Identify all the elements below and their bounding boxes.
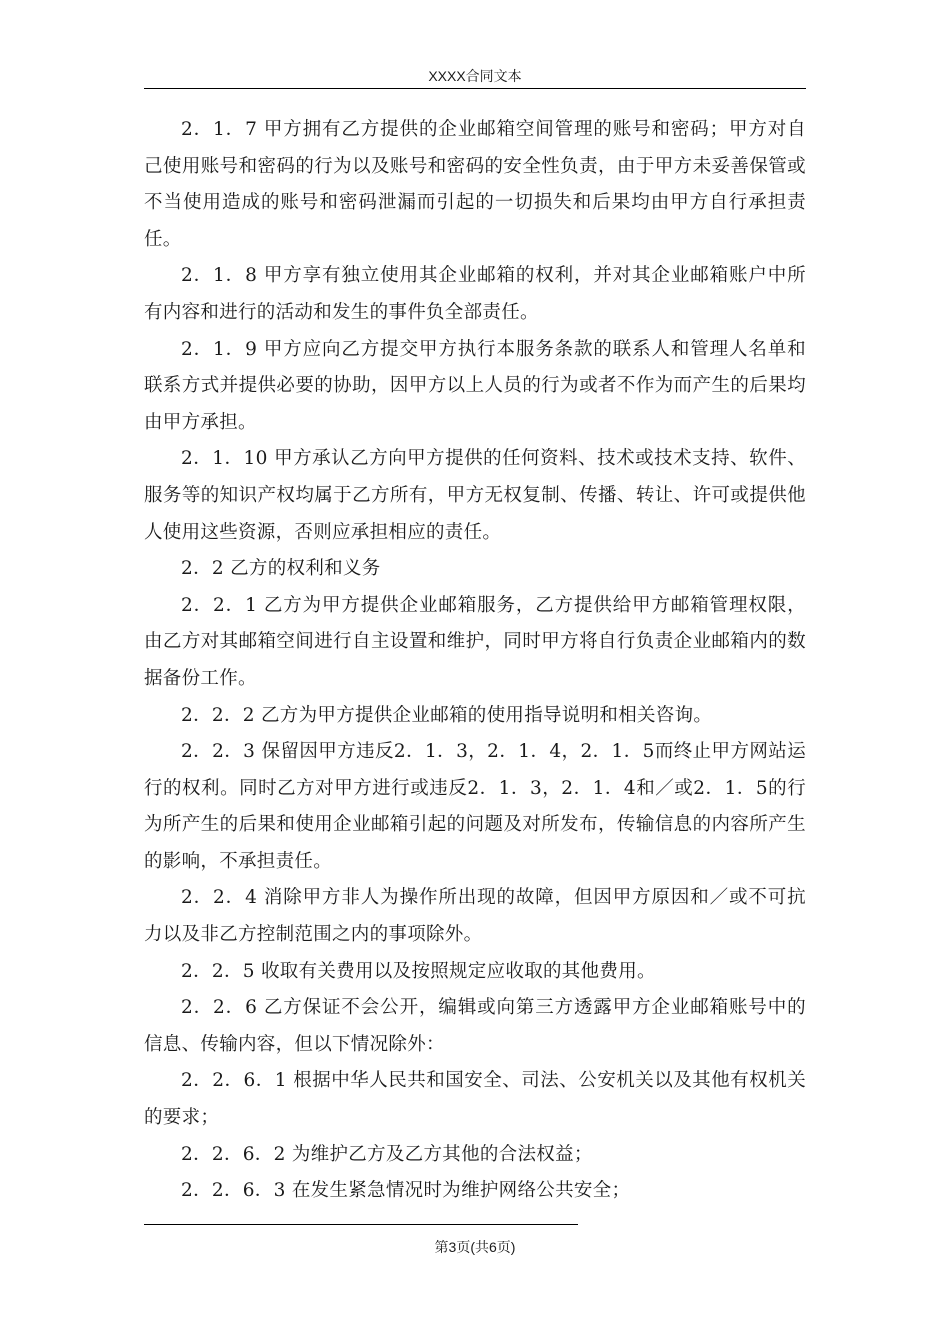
clause-2-2-4: 2．2．4 消除甲方非人为操作所出现的故障，但因甲方原因和／或不可抗力以及非乙方控制范围之内的事项除外。 — [144, 887, 806, 946]
clause-2-2-5: 2．2．5 收取有关费用以及按照规定应收取的其他费用。 — [181, 960, 656, 982]
document-body — [144, 112, 806, 1210]
clause-2-1-9: 2．1．9 甲方应向乙方提交甲方执行本服务条款的联系人和管理人名单和联系方式并提供必要的协助，因甲方以上人员的行为或者不作为而产生的后果均由甲方承担。 — [144, 338, 806, 433]
section-heading-2-2: 2．2 乙方的权利和义务 — [181, 558, 381, 580]
clause-2-2-3: 2．2．3 保留因甲方违反2．1．3，2．1．4，2．1．5而终止甲方网站运行的权利。同时乙方对甲方进行或违反2．1．3，2．1．4和／或2．1．5的行为所产生的后果和使用企业邮箱引起的问题及对所发布，传输信息的内容所产生的影响，不承担责任。 — [144, 741, 806, 872]
document-title: XXXX合同文本 — [428, 68, 522, 84]
clause-2-2-6-3: 2．2．6．3 在发生紧急情况时为维护网络公共安全； — [181, 1180, 631, 1202]
clause-2-2-6-2: 2．2．6．2 为维护乙方及乙方其他的合法权益； — [181, 1143, 593, 1165]
clause-2-2-1: 2．2．1 乙方为甲方提供企业邮箱服务，乙方提供给甲方邮箱管理权限，由乙方对其邮箱空间进行自主设置和维护，同时甲方将自行负责企业邮箱内的数据备份工作。 — [144, 594, 806, 689]
clause-2-2-6: 2．2．6 乙方保证不会公开，编辑或向第三方透露甲方企业邮箱账号中的信息、传输内容，但以下情况除外： — [144, 997, 806, 1055]
page-header — [144, 66, 806, 89]
clause-2-1-10: 2．1．10 甲方承认乙方向甲方提供的任何资料、技术或技术支持、软件、服务等的知识产权均属于乙方所有，甲方无权复制、传播、转让、许可或提供他人使用这些资源，否则应承担相应的责任。 — [144, 448, 806, 543]
clause-2-2-2: 2．2．2 乙方为甲方提供企业邮箱的使用指导说明和相关咨询。 — [181, 704, 713, 726]
page-number: 第3页(共6页) — [434, 1239, 516, 1255]
clause-2-1-7: 2．1．7 甲方拥有乙方提供的企业邮箱空间管理的账号和密码；甲方对自己使用账号和密码的行为以及账号和密码的安全性负责，由于甲方未妥善保管或不当使用造成的账号和密码泄漏而引起的一切损失和后果均由甲方自行承担责任。 — [144, 119, 806, 250]
clause-2-2-6-1: 2．2．6．1 根据中华人民共和国安全、司法、公安机关以及其他有权机关的要求； — [144, 1070, 806, 1129]
footer-divider — [144, 1224, 578, 1225]
clause-2-1-8: 2．1．8 甲方享有独立使用其企业邮箱的权利，并对其企业邮箱账户中所有内容和进行的活动和发生的事件负全部责任。 — [144, 265, 806, 323]
